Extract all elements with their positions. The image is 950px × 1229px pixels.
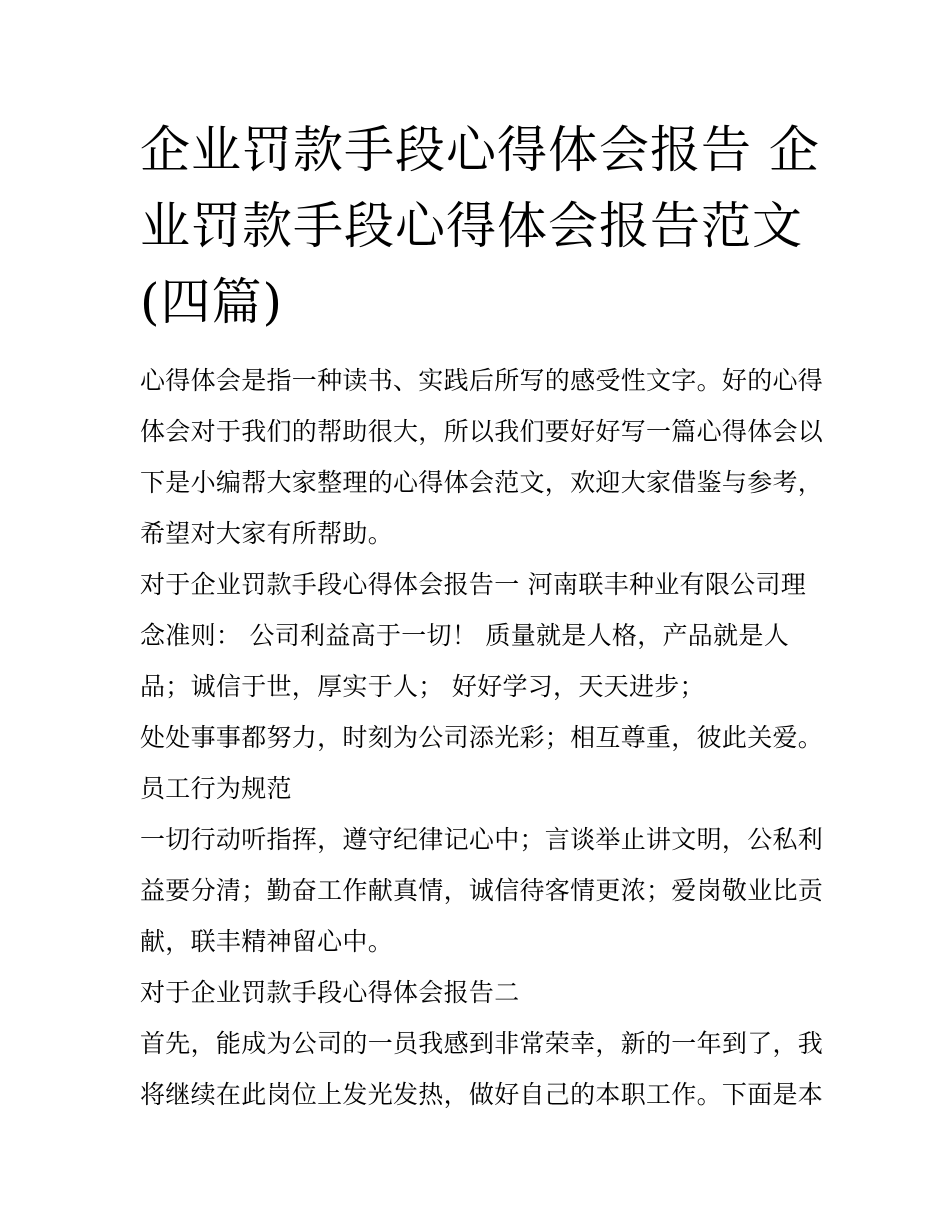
section-one-line: 对于企业罚款手段心得体会报告一 河南联丰种业有限公司理 <box>140 570 807 599</box>
body-line: 品；诚信于世，厚实于人； 好好学习，天天进步； <box>140 672 705 701</box>
body-line: 下是小编帮大家整理的心得体会范文，欢迎大家借鉴与参考， <box>140 468 824 497</box>
document-title <box>140 112 820 340</box>
body-line: 将继续在此岗位上发光发热，做好自己的本职工作。下面是本 <box>140 1080 824 1109</box>
body-line: 一切行动听指挥，遵守纪律记心中；言谈举止讲文明，公私利 <box>140 825 824 854</box>
title-line: 业罚款手段心得体会报告范文 <box>140 197 803 255</box>
body-line: 希望对大家有所帮助。 <box>140 519 394 548</box>
section-two-heading: 对于企业罚款手段心得体会报告二 <box>140 978 520 1007</box>
body-line: 心得体会是指一种读书、实践后所写的感受性文字。好的心得 <box>140 366 824 395</box>
document-body <box>140 355 824 1120</box>
body-line: 体会对于我们的帮助很大，所以我们要好好写一篇心得体会以 <box>140 417 824 446</box>
body-line: 员工行为规范 <box>140 774 292 803</box>
title-line: (四篇) <box>140 273 284 331</box>
body-line: 献，联丰精神留心中。 <box>140 927 394 956</box>
body-line: 首先，能成为公司的一员我感到非常荣幸，新的一年到了，我 <box>140 1029 824 1058</box>
title-line: 企业罚款手段心得体会报告 企 <box>140 121 820 179</box>
body-line: 益要分清；勤奋工作献真情，诚信待客情更浓；爱岗敬业比贡 <box>140 876 824 905</box>
body-line: 处处事事都努力，时刻为公司添光彩；相互尊重，彼此关爱。 <box>140 723 824 752</box>
body-line: 念准则： 公司利益高于一切！ 质量就是人格，产品就是人 <box>140 621 789 650</box>
